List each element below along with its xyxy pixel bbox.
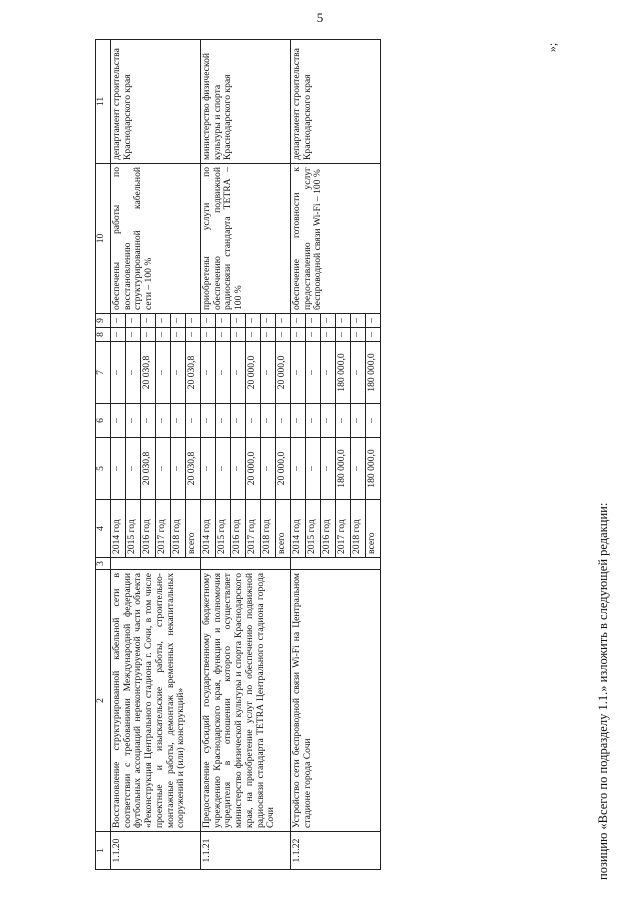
value-col-8: – [216, 328, 231, 342]
value-col-7: – [111, 342, 126, 404]
year-cell: 2018 год [171, 500, 186, 558]
value-col-7: – [321, 342, 336, 404]
year-cell: 2016 год [141, 500, 156, 558]
value-col-7: – [261, 342, 276, 404]
value-col-7: – [231, 342, 246, 404]
value-col-8: – [201, 328, 216, 342]
value-col-6: – [246, 404, 261, 438]
value-col-8: – [261, 328, 276, 342]
executor: департамент строительства Краснодарского края [111, 40, 201, 164]
expected-result: обеспечены работы по восстановлению структурированной кабельной сети – 100 % [111, 164, 201, 314]
value-col-5: – [261, 438, 276, 500]
value-col-5: – [321, 438, 336, 500]
year-cell: 2017 год [336, 500, 351, 558]
value-col-9: – [261, 314, 276, 328]
year-cell: 2016 год [321, 500, 336, 558]
value-col-9: – [186, 314, 201, 328]
value-col-6: – [336, 404, 351, 438]
value-col-6: – [306, 404, 321, 438]
value-col-9: – [291, 314, 306, 328]
column-header-4: 4 [96, 500, 111, 558]
program-table [95, 39, 381, 870]
value-col-6: – [171, 404, 186, 438]
column-header-2: 2 [96, 570, 111, 832]
value-col-8: – [156, 328, 171, 342]
column-header-7: 7 [96, 342, 111, 404]
empty-col-3 [201, 558, 291, 570]
value-col-9: – [276, 314, 291, 328]
value-col-5: – [171, 438, 186, 500]
value-col-7: – [291, 342, 306, 404]
value-col-7: 20 030,8 [141, 342, 156, 404]
value-col-7: 20 000,0 [276, 342, 291, 404]
value-col-6: – [111, 404, 126, 438]
value-col-5: – [306, 438, 321, 500]
row-description: Устройство сети беспроводной связи Wi-Fi на Центральном стадионе города Сочи [291, 570, 381, 832]
column-header-10: 10 [96, 164, 111, 314]
value-col-9: – [141, 314, 156, 328]
value-col-5: 20 030,8 [141, 438, 156, 500]
row-number: 1.1.22 [291, 832, 381, 870]
column-header-11: 11 [96, 40, 111, 164]
value-col-6: – [126, 404, 141, 438]
value-col-6: – [141, 404, 156, 438]
value-col-5: – [156, 438, 171, 500]
value-col-9: – [171, 314, 186, 328]
year-cell: 2015 год [306, 500, 321, 558]
year-cell: всего [366, 500, 381, 558]
value-col-9: – [231, 314, 246, 328]
executor: министерство физической культуры и спорта Краснодарского края [201, 40, 291, 164]
year-cell: всего [186, 500, 201, 558]
empty-col-3 [291, 558, 381, 570]
expected-result: обеспечение готовности к предоставлению услуг беспроводной связи Wi-Fi – 100 % [291, 164, 381, 314]
value-col-9: – [336, 314, 351, 328]
value-col-6: – [156, 404, 171, 438]
closing-quote: »; [545, 42, 560, 53]
value-col-6: – [351, 404, 366, 438]
value-col-9: – [126, 314, 141, 328]
column-header-5: 5 [96, 438, 111, 500]
column-header-8: 8 [96, 328, 111, 342]
value-col-8: – [321, 328, 336, 342]
year-cell: 2018 год [351, 500, 366, 558]
page-number: 5 [316, 10, 324, 25]
value-col-7: 180 000,0 [336, 342, 351, 404]
value-col-5: 180 000,0 [336, 438, 351, 500]
row-description: Восстановление структурированной кабельной сети в соответствии с требованиями Международной федерации футбольных ассоциаций нереконструируемой части объекта «Реконструкция Центрального стадиона г. Сочи, в том числе проектные и изыскательские работы, строительно-монтажные работы, демонтаж временных некапитальных сооружений и (или) конструкций» [111, 570, 201, 832]
value-col-6: – [201, 404, 216, 438]
value-col-6: – [366, 404, 381, 438]
value-col-5: – [231, 438, 246, 500]
value-col-5: – [351, 438, 366, 500]
year-cell: 2015 год [216, 500, 231, 558]
value-col-9: – [306, 314, 321, 328]
value-col-9: – [321, 314, 336, 328]
column-header-1: 1 [96, 832, 111, 870]
value-col-9: – [216, 314, 231, 328]
value-col-6: – [216, 404, 231, 438]
year-cell: всего [276, 500, 291, 558]
value-col-5: 20 000,0 [246, 438, 261, 500]
value-col-5: – [216, 438, 231, 500]
value-col-6: – [291, 404, 306, 438]
footer-instruction: позицию «Всего по подразделу 1.1.» изложить в следующей редакции: [596, 502, 610, 880]
value-col-8: – [141, 328, 156, 342]
empty-col-3 [111, 558, 201, 570]
value-col-6: – [276, 404, 291, 438]
executor: департамент строительства Краснодарского края [291, 40, 381, 164]
year-cell: 2018 год [261, 500, 276, 558]
column-header-6: 6 [96, 404, 111, 438]
year-cell: 2016 год [231, 500, 246, 558]
rotated-table-sheet [95, 40, 575, 870]
value-col-5: – [201, 438, 216, 500]
value-col-8: – [126, 328, 141, 342]
header-row [96, 40, 111, 870]
value-col-9: – [366, 314, 381, 328]
value-col-7: – [126, 342, 141, 404]
year-cell: 2017 год [246, 500, 261, 558]
value-col-8: – [186, 328, 201, 342]
value-col-7: – [216, 342, 231, 404]
value-col-7: – [306, 342, 321, 404]
value-col-8: – [366, 328, 381, 342]
table-row [291, 40, 306, 870]
year-cell: 2017 год [156, 500, 171, 558]
column-header-9: 9 [96, 314, 111, 328]
value-col-7: – [171, 342, 186, 404]
expected-result: приобретены услуги по обеспечению подвижной радиосвязи стандарта TETRA – 100 % [201, 164, 291, 314]
value-col-9: – [156, 314, 171, 328]
value-col-5: – [291, 438, 306, 500]
year-cell: 2014 год [201, 500, 216, 558]
value-col-6: – [231, 404, 246, 438]
value-col-7: – [156, 342, 171, 404]
value-col-9: – [351, 314, 366, 328]
row-description: Предоставление субсидий государственному бюджетному учреждению Краснодарского края, функции и полномочия учредителя в отношении которого осуществляет министерство физической культуры и спорта Краснодарского края, на приобретение услуг по обеспечению подвижной радиосвязи стандарта TETRA Центрального стадиона города Сочи [201, 570, 291, 832]
value-col-8: – [336, 328, 351, 342]
value-col-5: 180 000,0 [366, 438, 381, 500]
value-col-5: 20 030,8 [186, 438, 201, 500]
value-col-8: – [276, 328, 291, 342]
row-number: 1.1.20 [111, 832, 201, 870]
value-col-6: – [261, 404, 276, 438]
value-col-9: – [246, 314, 261, 328]
value-col-8: – [171, 328, 186, 342]
value-col-8: – [246, 328, 261, 342]
value-col-6: – [321, 404, 336, 438]
table-row [201, 40, 216, 870]
value-col-7: – [201, 342, 216, 404]
value-col-8: – [291, 328, 306, 342]
value-col-8: – [306, 328, 321, 342]
row-number: 1.1.21 [201, 832, 291, 870]
year-cell: 2014 год [291, 500, 306, 558]
value-col-8: – [111, 328, 126, 342]
value-col-5: – [111, 438, 126, 500]
value-col-5: – [126, 438, 141, 500]
column-header-3: 3 [96, 558, 111, 570]
year-cell: 2015 год [126, 500, 141, 558]
value-col-9: – [111, 314, 126, 328]
year-cell: 2014 год [111, 500, 126, 558]
value-col-7: 20 000,0 [246, 342, 261, 404]
table-row [111, 40, 126, 870]
value-col-7: 180 000,0 [366, 342, 381, 404]
value-col-9: – [201, 314, 216, 328]
value-col-8: – [231, 328, 246, 342]
value-col-8: – [351, 328, 366, 342]
value-col-7: – [351, 342, 366, 404]
value-col-5: 20 000,0 [276, 438, 291, 500]
value-col-6: – [186, 404, 201, 438]
value-col-7: 20 030,8 [186, 342, 201, 404]
